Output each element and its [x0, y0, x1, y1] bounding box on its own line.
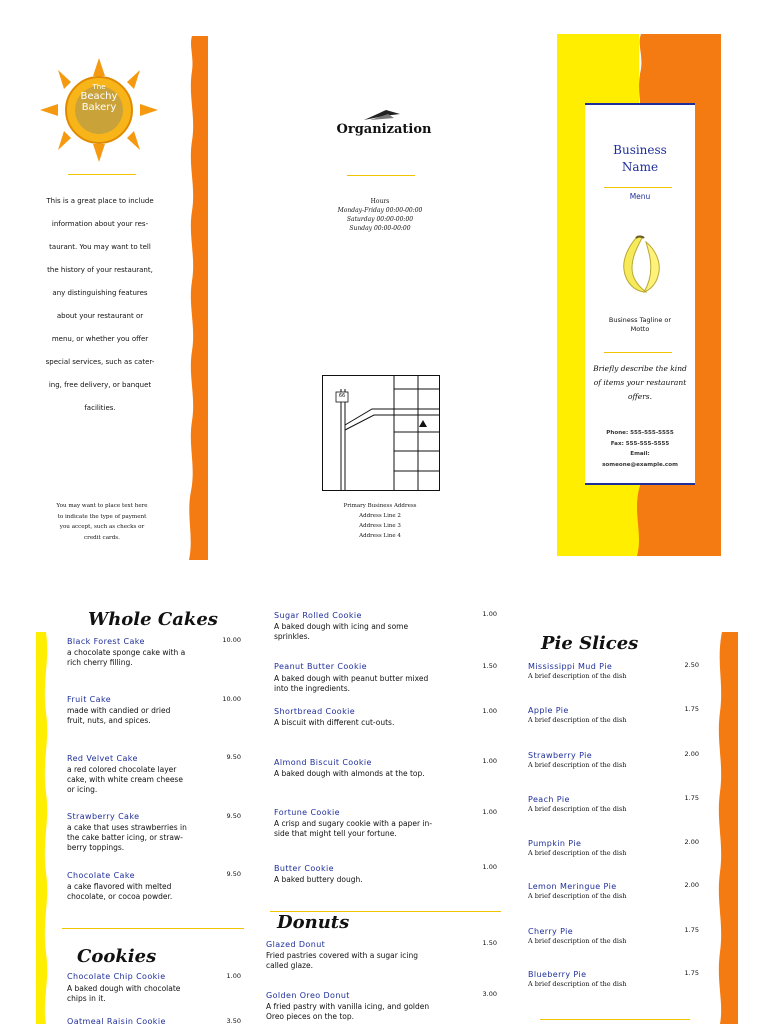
item-name: Pumpkin Pie — [528, 839, 582, 848]
item-name: Black Forest Cake — [67, 637, 145, 646]
item-price: 10.00 — [222, 636, 241, 644]
item-desc: A brief description of the dish — [528, 892, 627, 900]
item-name: Oatmeal Raisin Cookie — [67, 1017, 166, 1026]
item-desc-line: sprinkles. — [274, 632, 310, 641]
tagline-line: Motto — [630, 325, 650, 333]
item-price: 9.50 — [226, 812, 241, 820]
item-desc-line: a red colored chocolate layer — [67, 765, 177, 774]
item-desc-line: chips in it. — [67, 994, 106, 1003]
item-price: 1.50 — [482, 939, 497, 947]
item-name: Almond Biscuit Cookie — [274, 758, 372, 767]
logo-text-line: The — [92, 83, 106, 91]
payment-note-line: to indicate the type of payment — [57, 513, 147, 520]
item-desc: A brief description of the dish — [528, 805, 627, 813]
describe-line: offers. — [627, 392, 653, 401]
paragraph-line: facilities. — [84, 404, 116, 412]
orange-stripe — [186, 36, 208, 560]
divider — [62, 928, 244, 929]
item-desc-line: made with candied or dried — [67, 706, 171, 715]
tagline-line: Business Tagline or — [608, 316, 672, 324]
item-desc: A brief description of the dish — [528, 672, 627, 680]
business-name-line: Business — [613, 143, 667, 157]
item-desc: A brief description of the dish — [528, 849, 627, 857]
divider — [604, 187, 672, 188]
address-line: Address Line 2 — [359, 513, 401, 519]
item-name: Cherry Pie — [528, 927, 574, 936]
paragraph-line: taurant. You may want to tell — [49, 243, 151, 251]
paragraph-line: information about your res- — [51, 220, 149, 228]
item-desc-line: rich cherry filling. — [67, 658, 133, 667]
item-name: Apple Pie — [528, 706, 569, 715]
divider — [68, 174, 136, 175]
item-desc-line: A baked dough with chocolate — [67, 984, 181, 993]
item-price: 1.00 — [482, 757, 497, 765]
paragraph-line: ing, free delivery, or banquet — [48, 381, 152, 389]
hours-line: Sunday 00:00-00:00 — [349, 225, 411, 232]
paragraph-line: This is a great place to include — [46, 197, 154, 205]
item-desc-line: berry toppings. — [67, 843, 125, 852]
item-price: 1.75 — [684, 794, 699, 802]
payment-note-line: You may want to place text here — [56, 503, 148, 509]
item-price: 1.00 — [482, 863, 497, 871]
item-desc: A brief description of the dish — [528, 937, 627, 945]
address-line: Primary Business Address — [343, 503, 417, 509]
contact-block — [585, 428, 695, 470]
item-price: 3.50 — [226, 1017, 241, 1025]
item-desc-line: fruit, nuts, and spices. — [67, 716, 151, 725]
paragraph-line: menu, or whether you offer — [51, 335, 149, 343]
item-price: 1.75 — [684, 705, 699, 713]
divider — [347, 175, 415, 176]
item-price: 1.75 — [684, 969, 699, 977]
hours-line: Monday-Friday 00:00-00:00 — [337, 207, 423, 214]
banana-icon — [616, 234, 664, 296]
paragraph-line: the history of your restaurant, — [47, 266, 153, 274]
item-desc: A brief description of the dish — [528, 980, 627, 988]
item-desc-line: A baked buttery dough. — [274, 875, 363, 884]
item-desc-line: a cake that uses strawberries in — [67, 823, 187, 832]
business-name-line: Name — [621, 160, 659, 174]
route-sign-label: 66 — [338, 393, 346, 399]
item-name: Red Velvet Cake — [67, 754, 138, 763]
item-name: Lemon Meringue Pie — [528, 882, 617, 891]
whole-cakes-title: Whole Cakes — [88, 609, 218, 630]
paragraph-line: about your restaurant or — [56, 312, 144, 320]
item-desc-line: the cake batter icing, or straw- — [67, 833, 183, 842]
menu-label: Menu — [629, 192, 651, 201]
item-name: Golden Oreo Donut — [266, 991, 350, 1000]
hours-heading: Hours — [370, 198, 390, 205]
describe-text — [585, 362, 695, 404]
item-price: 1.50 — [482, 662, 497, 670]
logo-text — [78, 83, 120, 113]
item-price: 2.00 — [684, 838, 699, 846]
payment-note — [40, 501, 164, 543]
describe-line: Briefly describe the kind — [593, 364, 687, 373]
item-name: Shortbread Cookie — [274, 707, 356, 716]
item-price: 3.00 — [482, 990, 497, 998]
divider — [540, 1019, 690, 1020]
orange-stripe — [714, 632, 738, 1024]
item-desc-line: a chocolate sponge cake with a — [67, 648, 186, 657]
item-price: 2.00 — [684, 750, 699, 758]
item-price: 1.75 — [684, 926, 699, 934]
paragraph-line: special services, such as cater- — [45, 358, 155, 366]
item-desc: A brief description of the dish — [528, 761, 627, 769]
item-name: Butter Cookie — [274, 864, 334, 873]
logo-text-line: Bakery — [81, 102, 117, 113]
item-desc-line: cake, with white cream cheese — [67, 775, 183, 784]
item-desc-line: Fried pastries covered with a sugar icing — [266, 951, 418, 960]
item-desc-line: Oreo pieces on the top. — [266, 1012, 354, 1021]
org-title: Organization — [336, 122, 432, 137]
item-name: Peach Pie — [528, 795, 570, 804]
payment-note-line: you accept, such as checks or — [59, 524, 145, 530]
cookies-title: Cookies — [77, 946, 157, 967]
item-desc-line: a cake flavored with melted — [67, 882, 172, 891]
business-name — [585, 142, 695, 176]
item-desc-line: A biscuit with different cut-outs. — [274, 718, 395, 727]
email-label: Email: — [630, 451, 650, 457]
address-line: Address Line 4 — [359, 533, 401, 539]
payment-note-line: credit cards. — [84, 534, 120, 541]
logo-text-line: Beachy — [80, 91, 118, 102]
item-desc-line: side that might tell your fortune. — [274, 829, 397, 838]
item-name: Sugar Rolled Cookie — [274, 611, 362, 620]
item-price: 2.50 — [684, 661, 699, 669]
item-price: 9.50 — [226, 753, 241, 761]
item-price: 1.00 — [226, 972, 241, 980]
hours-line: Saturday 00:00-00:00 — [346, 216, 414, 223]
fax-text: Fax: 555-555-5555 — [610, 440, 670, 447]
item-desc-line: chocolate, or cocoa powder. — [67, 892, 173, 901]
item-name: Chocolate Cake — [67, 871, 135, 880]
item-desc-line: called glaze. — [266, 961, 314, 970]
item-price: 2.00 — [684, 881, 699, 889]
item-price: 9.50 — [226, 870, 241, 878]
item-name: Strawberry Pie — [528, 751, 593, 760]
item-desc-line: A baked dough with icing and some — [274, 622, 409, 631]
item-name: Mississippi Mud Pie — [528, 662, 613, 671]
paragraph-line: any distinguishing features — [52, 289, 148, 297]
business-tagline — [585, 316, 695, 334]
item-desc-line: A baked dough with almonds at the top. — [274, 769, 425, 778]
item-name: Blueberry Pie — [528, 970, 587, 979]
item-price: 1.00 — [482, 808, 497, 816]
item-name: Fruit Cake — [67, 695, 112, 704]
email-text: someone@example.com — [602, 461, 678, 468]
item-name: Glazed Donut — [266, 940, 326, 949]
org-logo-icon — [364, 108, 400, 122]
item-price: 10.00 — [222, 695, 241, 703]
item-desc: A brief description of the dish — [528, 716, 627, 724]
describe-line: of items your restaurant — [593, 378, 687, 387]
item-name: Strawberry Cake — [67, 812, 140, 821]
item-desc-line: A crisp and sugary cookie with a paper in- — [274, 819, 433, 828]
phone-text: Phone: 555-555-5555 — [606, 430, 674, 436]
item-name: Fortune Cookie — [274, 808, 340, 817]
divider — [604, 352, 672, 353]
pie-slices-title: Pie Slices — [541, 633, 639, 654]
item-desc-line: A baked dough with peanut butter mixed — [274, 674, 429, 683]
donuts-title: Donuts — [277, 912, 350, 933]
address-line: Address Line 3 — [359, 523, 401, 529]
item-price: 1.00 — [482, 707, 497, 715]
item-desc-line: or icing. — [67, 785, 98, 794]
item-desc-line: into the ingredients. — [274, 684, 351, 693]
item-name: Peanut Butter Cookie — [274, 662, 367, 671]
item-price: 1.00 — [482, 610, 497, 618]
item-desc-line: A fried pastry with vanilla icing, and golden — [266, 1002, 430, 1011]
item-name: Chocolate Chip Cookie — [67, 972, 166, 981]
yellow-stripe — [36, 632, 52, 1024]
